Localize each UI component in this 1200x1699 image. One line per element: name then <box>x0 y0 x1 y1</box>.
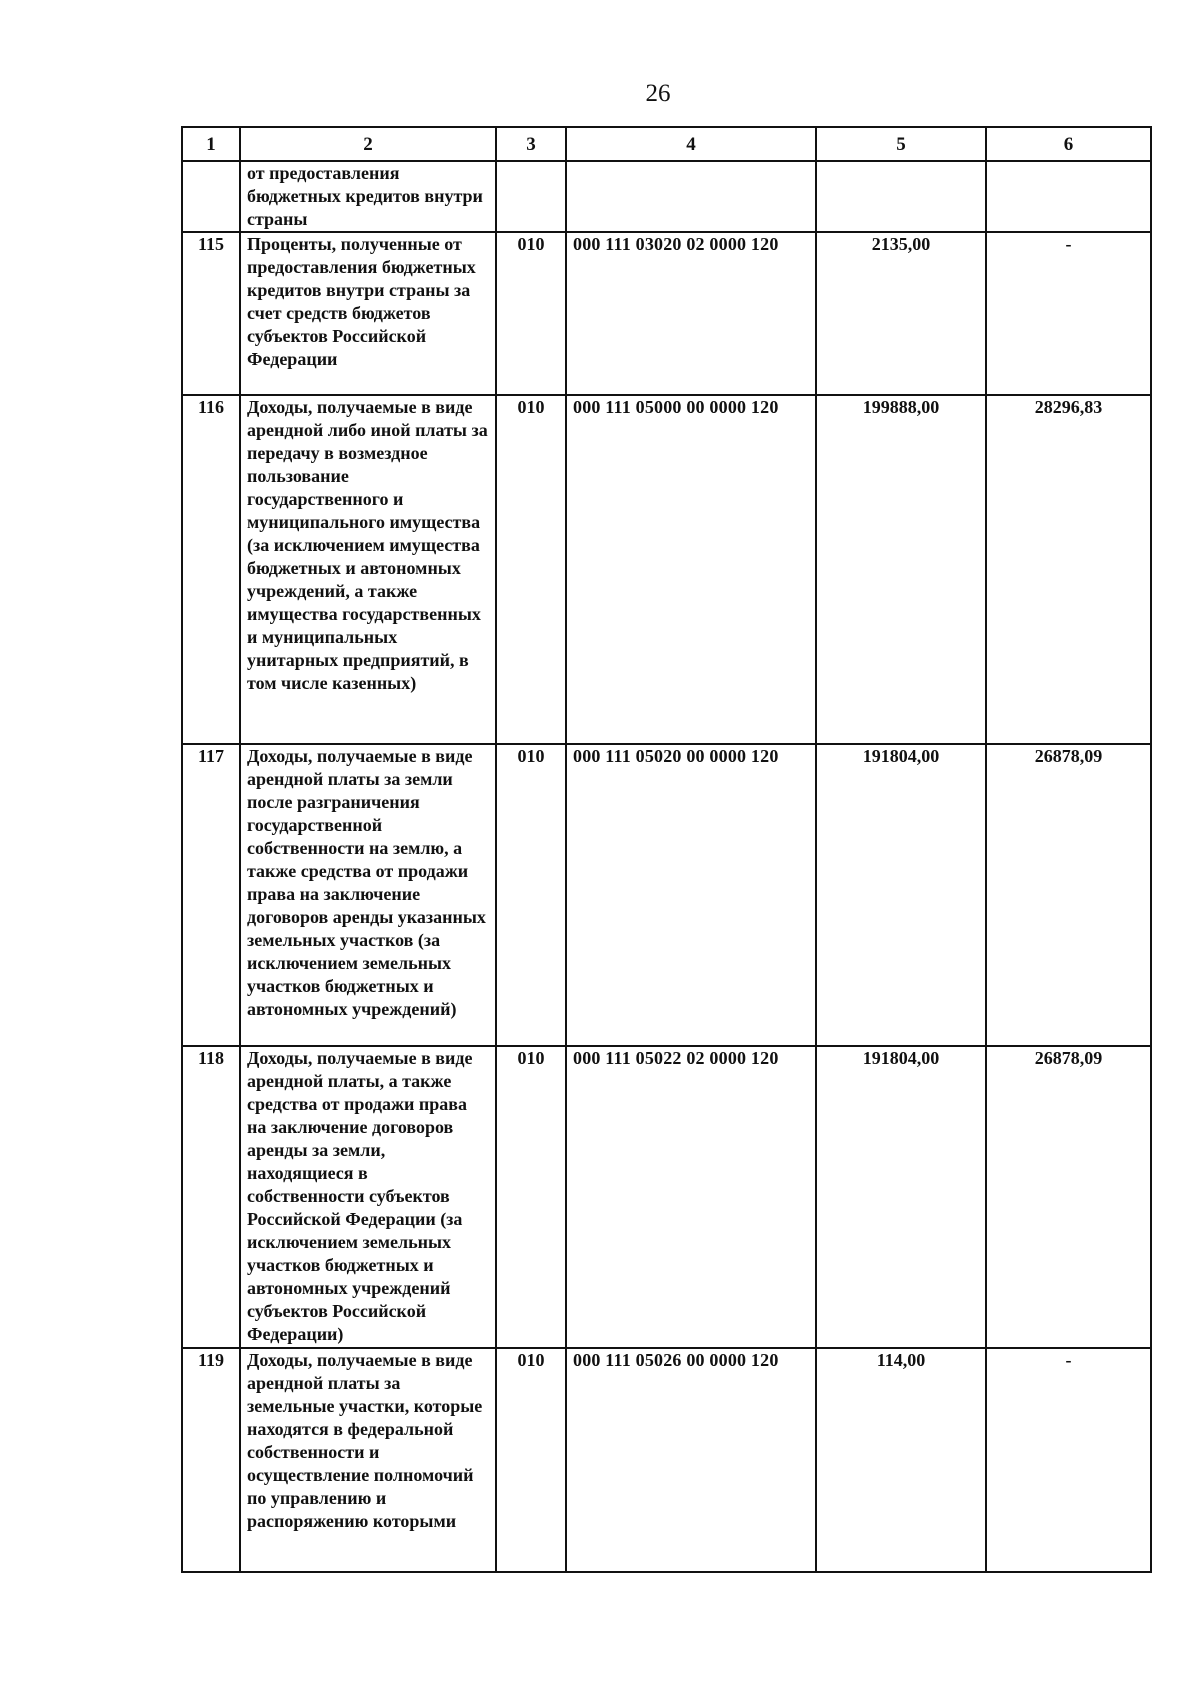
row-description: Доходы, получаемые в виде арендной платы, а также средства от продажи права на заключение договоров аренды за земли, находящиеся в собственности субъектов Российской Федерации (за исключением земельных участков бюджетных и автономных учреждений субъектов Российской Федерации) <box>240 1046 496 1348</box>
row-fact-amount: - <box>986 1348 1151 1572</box>
table-row <box>182 232 1151 395</box>
row-plan-amount: 199888,00 <box>816 395 986 744</box>
table-header-row <box>182 127 1151 161</box>
column-header-6: 6 <box>986 127 1151 161</box>
row-budget-code: 000 111 05022 02 0000 120 <box>566 1046 816 1348</box>
row-admin-code <box>496 161 566 232</box>
row-number: 119 <box>182 1348 240 1572</box>
table-row <box>182 1348 1151 1572</box>
row-budget-code <box>566 161 816 232</box>
row-plan-amount: 191804,00 <box>816 1046 986 1348</box>
column-header-1: 1 <box>182 127 240 161</box>
row-description: Доходы, получаемые в виде арендной платы за земельные участки, которые находятся в федеральной собственности и осуществление полномочий по управлению и распоряжению которыми <box>240 1348 496 1572</box>
row-fact-amount: - <box>986 232 1151 395</box>
row-budget-code: 000 111 05026 00 0000 120 <box>566 1348 816 1572</box>
column-header-3: 3 <box>496 127 566 161</box>
row-number <box>182 161 240 232</box>
table-row <box>182 744 1151 1046</box>
row-budget-code: 000 111 05020 00 0000 120 <box>566 744 816 1046</box>
column-header-4: 4 <box>566 127 816 161</box>
row-description: Доходы, получаемые в виде арендной платы за земли после разграничения государственной собственности на землю, а также средства от продажи права на заключение договоров аренды указанных земельных участков (за исключением земельных участков бюджетных и автономных учреждений) <box>240 744 496 1046</box>
row-plan-amount: 191804,00 <box>816 744 986 1046</box>
table-row <box>182 395 1151 744</box>
row-fact-amount: 26878,09 <box>986 744 1151 1046</box>
table-row <box>182 1046 1151 1348</box>
row-description: от предоставления бюджетных кредитов внутри страны <box>240 161 496 232</box>
row-plan-amount: 114,00 <box>816 1348 986 1572</box>
row-description: Проценты, полученные от предоставления бюджетных кредитов внутри страны за счет средств бюджетов субъектов Российской Федерации <box>240 232 496 395</box>
row-number: 116 <box>182 395 240 744</box>
row-admin-code: 010 <box>496 744 566 1046</box>
column-header-2: 2 <box>240 127 496 161</box>
page-number: 26 <box>645 80 671 107</box>
row-plan-amount: 2135,00 <box>816 232 986 395</box>
row-fact-amount <box>986 161 1151 232</box>
row-budget-code: 000 111 05000 00 0000 120 <box>566 395 816 744</box>
row-admin-code: 010 <box>496 232 566 395</box>
row-admin-code: 010 <box>496 1348 566 1572</box>
row-fact-amount: 28296,83 <box>986 395 1151 744</box>
row-budget-code: 000 111 03020 02 0000 120 <box>566 232 816 395</box>
row-number: 118 <box>182 1046 240 1348</box>
row-number: 117 <box>182 744 240 1046</box>
column-header-5: 5 <box>816 127 986 161</box>
row-description: Доходы, получаемые в виде арендной либо иной платы за передачу в возмездное пользование государственного и муниципального имущества (за исключением имущества бюджетных и автономных учреждений, а также имущества государственных и муниципальных унитарных предприятий, в том числе казенных) <box>240 395 496 744</box>
row-fact-amount: 26878,09 <box>986 1046 1151 1348</box>
table-row-continuation <box>182 161 1151 232</box>
row-admin-code: 010 <box>496 395 566 744</box>
revenue-table <box>181 126 1152 1573</box>
row-number: 115 <box>182 232 240 395</box>
row-plan-amount <box>816 161 986 232</box>
row-admin-code: 010 <box>496 1046 566 1348</box>
